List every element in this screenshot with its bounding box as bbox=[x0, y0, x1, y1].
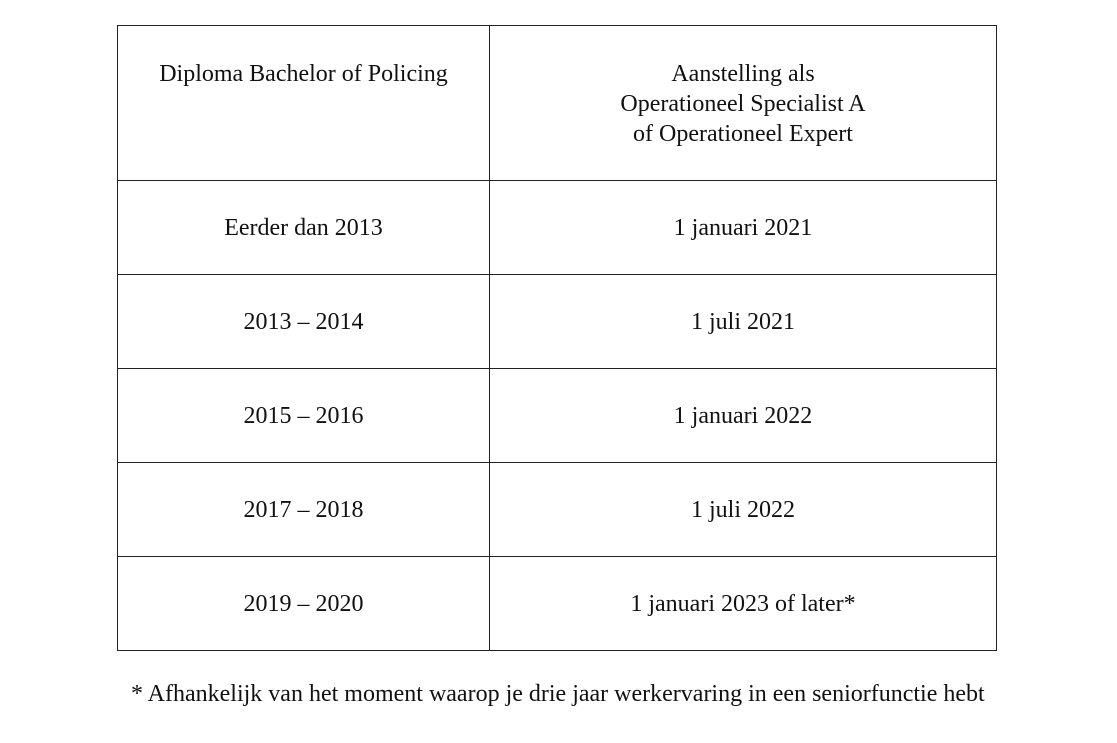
header-line: Operationeel Specialist A bbox=[620, 91, 866, 117]
header-diploma-label: Diploma Bachelor of Policing bbox=[159, 61, 448, 87]
table-row bbox=[118, 463, 997, 557]
table-row bbox=[118, 275, 997, 369]
footnote: * Afhankelijk van het moment waarop je drie jaar werkervaring in een seniorfunctie hebt bbox=[131, 681, 985, 707]
header-aanstelling-label bbox=[490, 26, 996, 149]
table-row bbox=[118, 369, 997, 463]
header-cell-aanstelling bbox=[490, 26, 997, 181]
aanstelling-cell: 1 januari 2023 of later* bbox=[490, 557, 997, 651]
header-cell-diploma bbox=[118, 26, 490, 181]
diploma-cell: 2019 – 2020 bbox=[118, 557, 490, 651]
aanstelling-cell: 1 juli 2022 bbox=[490, 463, 997, 557]
appointment-table bbox=[117, 25, 997, 651]
header-line: of Operationeel Expert bbox=[633, 121, 853, 147]
diploma-cell: 2017 – 2018 bbox=[118, 463, 490, 557]
aanstelling-cell: 1 juli 2021 bbox=[490, 275, 997, 369]
header-line: Aanstelling als bbox=[671, 61, 815, 87]
diploma-cell: Eerder dan 2013 bbox=[118, 181, 490, 275]
aanstelling-cell: 1 januari 2021 bbox=[490, 181, 997, 275]
diploma-cell: 2013 – 2014 bbox=[118, 275, 490, 369]
aanstelling-cell: 1 januari 2022 bbox=[490, 369, 997, 463]
diploma-cell: 2015 – 2016 bbox=[118, 369, 490, 463]
table-header-row bbox=[118, 26, 997, 181]
table-row bbox=[118, 181, 997, 275]
table-row bbox=[118, 557, 997, 651]
